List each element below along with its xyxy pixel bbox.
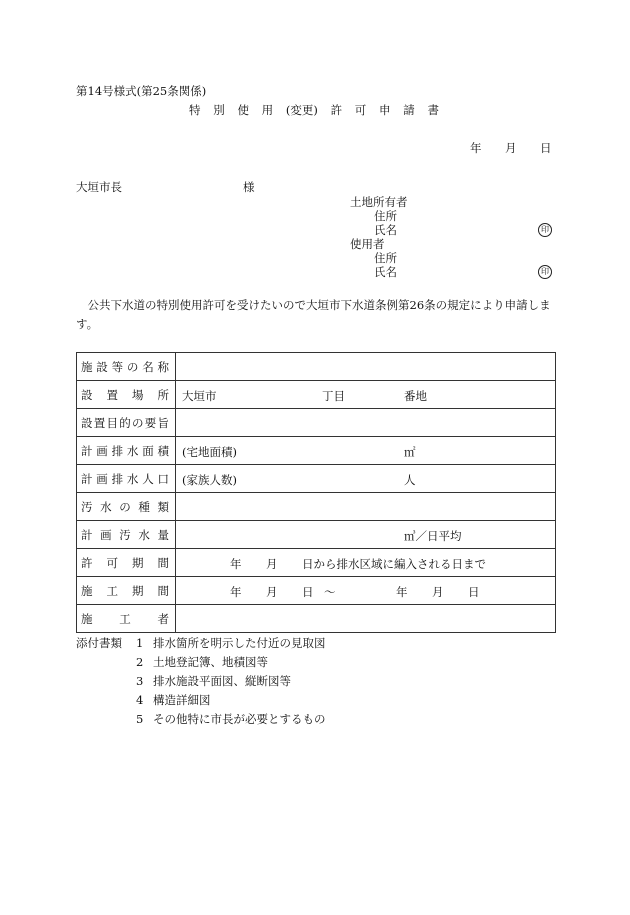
attachment-text: その他特に市長が必要とするもの	[153, 712, 326, 726]
date-day: 日	[540, 141, 552, 155]
label-text: 計 画 排 水 面 積	[81, 443, 169, 458]
construction-period-field[interactable]	[176, 577, 556, 605]
attachment-number: 5	[136, 712, 144, 726]
location-field[interactable]	[176, 381, 556, 409]
population-unit: 人	[404, 472, 416, 487]
row-label	[77, 437, 176, 465]
table-row	[77, 353, 556, 381]
attachment-text: 排水箇所を明示した付近の見取図	[153, 636, 326, 650]
table-row	[77, 409, 556, 437]
attachment-text: 土地登記簿、地積図等	[153, 655, 268, 669]
start-year: 年	[230, 584, 242, 599]
end-month: 月	[432, 584, 444, 599]
seal-icon: 印	[538, 223, 552, 237]
sewage-volume-field[interactable]	[176, 521, 556, 549]
table-row	[77, 521, 556, 549]
label-text: 施 設 等 の 名 称	[81, 359, 169, 374]
permit-rest: 日から排水区域に編入される日まで	[302, 556, 486, 571]
title-char: 書	[427, 103, 439, 117]
date-year: 年	[470, 141, 482, 155]
attachments-heading: 添付書類	[76, 636, 122, 650]
title-char: (変更)	[285, 103, 318, 117]
permit-period-field[interactable]	[176, 549, 556, 577]
seal-icon: 印	[538, 265, 552, 279]
period-tilde: ～	[324, 584, 336, 599]
end-year: 年	[396, 584, 408, 599]
row-label	[77, 353, 176, 381]
table-row	[77, 549, 556, 577]
label-text: 許 可 期 間	[81, 555, 169, 570]
title-char: 特	[189, 103, 201, 117]
user-name-label: 氏名	[374, 265, 397, 279]
title-char: 申	[379, 103, 391, 117]
area-note: (宅地面積)	[182, 444, 237, 459]
start-month: 月	[266, 584, 278, 599]
drainage-area-field[interactable]	[176, 437, 556, 465]
addressee-honorific: 様	[243, 180, 255, 194]
row-label	[77, 577, 176, 605]
landowner-label: 土地所有者	[350, 195, 408, 209]
label-text: 計 画 排 水 人 口	[81, 471, 169, 486]
title-char: 可	[354, 103, 367, 117]
row-label	[77, 465, 176, 493]
application-table	[76, 352, 556, 633]
label-text: 施 工 者	[81, 611, 169, 626]
table-row	[77, 493, 556, 521]
drainage-population-field[interactable]	[176, 465, 556, 493]
attachment-number: 2	[136, 655, 144, 669]
title-char: 請	[403, 103, 415, 117]
attachment-text: 構造詳細図	[153, 693, 211, 707]
row-label	[77, 381, 176, 409]
contractor-field[interactable]	[176, 605, 556, 633]
row-label	[77, 409, 176, 437]
area-unit: ㎡	[404, 444, 416, 459]
attachment-text: 排水施設平面図、縦断図等	[153, 674, 291, 688]
label-text: 計 画 汚 水 量	[81, 527, 169, 542]
application-statement: 公共下水道の特別使用許可を受けたいので大垣市下水道条例第26条の規定により申請します。	[76, 298, 551, 331]
population-note: (家族人数)	[182, 472, 237, 487]
table-row	[77, 437, 556, 465]
title-char: 用	[261, 103, 274, 117]
location-chome: 丁目	[322, 388, 345, 403]
title-char: 使	[237, 103, 249, 117]
landowner-address-label: 住所	[374, 209, 397, 223]
permit-year: 年	[230, 556, 242, 571]
permit-month: 月	[266, 556, 278, 571]
table-row	[77, 605, 556, 633]
attachment-number: 4	[136, 693, 144, 707]
sewage-type-field[interactable]	[176, 493, 556, 521]
user-label: 使用者	[350, 237, 385, 251]
location-city: 大垣市	[182, 388, 217, 403]
facility-name-field[interactable]	[176, 353, 556, 381]
row-label	[77, 549, 176, 577]
table-row	[77, 381, 556, 409]
title-char: 許	[330, 103, 343, 117]
table-row	[77, 465, 556, 493]
row-label	[77, 605, 176, 633]
date-month: 月	[505, 141, 517, 155]
start-day: 日	[302, 584, 314, 599]
user-address-label: 住所	[374, 251, 397, 265]
location-banchi: 番地	[404, 388, 427, 403]
label-text: 汚 水 の 種 類	[81, 499, 169, 514]
form-title	[189, 103, 439, 117]
end-day: 日	[468, 584, 480, 599]
row-label	[77, 521, 176, 549]
title-char: 別	[213, 103, 225, 117]
addressee-name: 大垣市長	[76, 180, 122, 194]
purpose-field[interactable]	[176, 409, 556, 437]
attachment-number: 3	[136, 674, 144, 688]
label-text: 設 置 場 所	[81, 387, 169, 402]
form-number: 第14号様式(第25条関係)	[76, 84, 207, 98]
volume-unit: ㎥／日平均	[404, 528, 462, 543]
table-row	[77, 577, 556, 605]
landowner-name-label: 氏名	[374, 223, 397, 237]
label-text: 施 工 期 間	[81, 583, 169, 598]
label-text: 設 置 目 的 の 要 旨	[81, 415, 169, 430]
row-label	[77, 493, 176, 521]
attachment-number: 1	[136, 636, 144, 650]
